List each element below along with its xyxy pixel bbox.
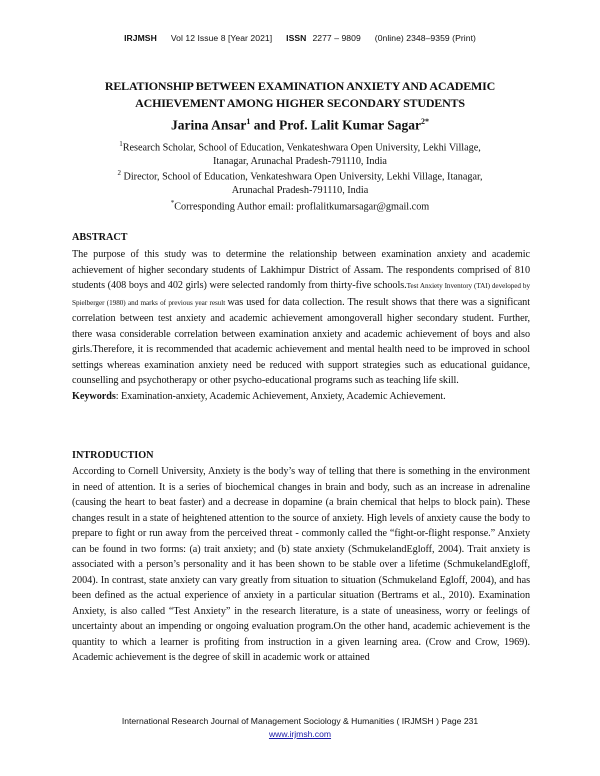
abstract-heading: ABSTRACT <box>72 232 128 243</box>
page-footer: International Research Journal of Management Sociology & Humanities ( IRJMSH ) Page 231 <box>121 716 479 726</box>
corresponding-email: Corresponding Author email: proflalitkumarsagar@gmail.com <box>174 201 430 213</box>
paper-title <box>60 78 540 112</box>
author-2-sup: 2* <box>420 117 429 126</box>
author-joiner: and <box>250 117 279 133</box>
author-1: Jarina Ansar <box>171 117 247 133</box>
corresponding-author <box>70 196 530 214</box>
journal-abbrev: IRJMSH <box>124 33 157 43</box>
keywords-line <box>72 389 530 405</box>
issn-label: ISSN <box>286 33 307 43</box>
footer-website-link[interactable]: www.irjmsh.com <box>268 729 332 739</box>
author-2: Prof. Lalit Kumar Sagar <box>278 117 421 133</box>
introduction-heading: INTRODUCTION <box>72 450 154 461</box>
affiliation-2-line-2: Arunachal Pradesh-791110, India <box>231 185 369 197</box>
keywords-label: Keywords <box>72 390 116 402</box>
running-header <box>48 33 552 43</box>
abstract-text-1: The purpose of this study was to determine the relationship between examination anxiety and academic achievement of higher secondary students of Lakhimpur District of Assam. The respondents comprised of 810 students (408 boys and 402 girls) were selected randomly from thirty-five schools. <box>72 249 530 291</box>
affiliation-2-line-1: Director, School of Education, Venkateshwara Open University, Lekhi Village, Itanagar, <box>120 171 483 183</box>
keywords-text: : Examination-anxiety, Academic Achievement, Anxiety, Academic Achievement. <box>115 390 446 402</box>
affiliation-1-line-2: Itanagar, Arunachal Pradesh-791110, India <box>213 156 387 168</box>
abstract-body <box>72 247 530 404</box>
affiliation-1-sup: 1 <box>119 140 123 148</box>
affiliation-2 <box>70 166 530 198</box>
author-line <box>60 117 540 134</box>
title-line-2: ACHIEVEMENT AMONG HIGHER SECONDARY STUDENTS <box>135 96 465 110</box>
affiliation-1-line-1: Research Scholar, School of Education, Venkateshwara Open University, Lekhi Village, <box>122 142 481 154</box>
issn-online: (0nline) 2348–9359 (Print) <box>374 33 476 43</box>
volume-info: Vol 12 Issue 8 [Year 2021] <box>170 33 273 43</box>
abstract-text-small: Test Anxiety Inventory (TAI) developed by Spielberger (1980) and marks of previous year result <box>72 282 530 307</box>
affiliation-1 <box>70 137 530 169</box>
introduction-body: According to Cornell University, Anxiety is the body’s way of telling that there is something in the environment in need of attention. It is a series of biochemical changes in brain and body, such as an increase in adrenaline (causing the heart to beat faster) and a decrease in dopamine (a brain chemical that helps to block pain). These changes result in a state of heightened attention to the source of anxiety. High levels of anxiety cause the body to prepare to fight or run away from the perceived threat - commonly called the “fight-or-flight response.” Anxiety can be found in two forms: (a) trait anxiety; and (b) state anxiety (SchmukelandEgloff, 2004). Trait anxiety is associated with a person’s personality and it has been shown to be stable over a lifetime (SchmukelandEgloff, 2004). In contrast, state anxiety can vary greatly from situation to situation (Schmukeland Egloff, 2004), and has been defined as the actual experience of anxiety in a particular situation (Bertrams et al., 2010). Examination Anxiety, is also called “Test Anxiety” in the research literature, is a state of uneasiness, worry or feelings of uncertainty about an impending or ongoing evaluation program.On the other hand, academic achievement is the quantity to which a learner is profiting from instruction in a given learning area. (Crow and Crow, 1969). Academic achievement is the degree of skill in academic work or attained <box>72 466 530 663</box>
author-1-sup: 1 <box>246 117 251 126</box>
corresponding-sup: * <box>170 199 175 207</box>
affiliation-2-sup: 2 <box>117 169 121 177</box>
abstract-text-2: was used for data collection. The result shows that there was a significant correlation between test anxiety and academic achievement amongoverall higher secondary student. Further, there wasa considerable correlation between examination anxiety and academic achievement of boys and also girls.Therefore, it is recommended that academic achievement and mental health need to be improved in school settings whereas examination anxiety need be reduced with support strategies such as educational guidance, counselling and psychotherapy or other psycho-educational programs such as teaching life skill. <box>72 296 530 386</box>
title-line-1: RELATIONSHIP BETWEEN EXAMINATION ANXIETY AND ACADEMIC <box>104 79 496 93</box>
issn-number: 2277 – 9809 <box>312 33 361 43</box>
